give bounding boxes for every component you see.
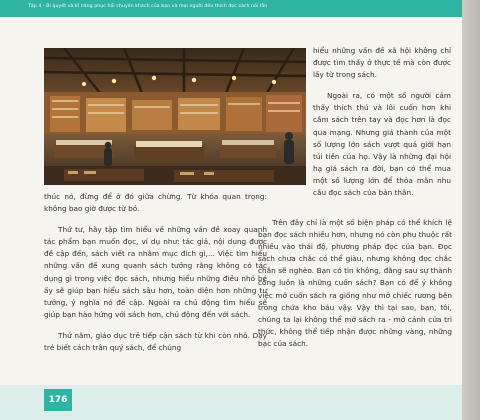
- right-paragraph-3: Trên đây chỉ là một số biện pháp có thể khích lệ bạn đọc sách nhiều hơn, nhưng nó còn phụ thuộc rất nhiều vào thái độ, phương pháp đọc của bạn. Đọc sách chưa chắc có thể giàu, nhưng không đọc chắc chắn sẽ nghèo. Bạn có tin không, đằng sau sự thành công luôn là những cuốn sách? Bạn có để ý không việc mở cuốn sách ra giống như mở chiếc rương bên trong chứa kho báu vậy. Vậy thì tại sao, bạn, tôi, chúng ta lại không thể mở sách ra - mở cánh cửa tri thức, không thể tiếp nhận được những vàng, những bạc của sách.: [258, 218, 452, 348]
- running-header: [0, 0, 462, 17]
- bookstore-photo: [44, 48, 306, 185]
- left-paragraph-3: Thứ năm, giáo dục trẻ tiếp cận sách từ khi còn nhỏ. Dạy trẻ biết cách trân quý sách, để chúng: [44, 330, 267, 353]
- book-spine-shadow: [462, 0, 480, 420]
- right-column-bottom: [258, 217, 452, 350]
- right-column-top: [313, 45, 451, 199]
- running-title: Tập 4 - Bí quyết và kĩ năng phục hồi chuyên khách của bạn và mọi người đều thích đọc sách nói lẫn: [28, 4, 268, 9]
- left-paragraph-2: Thứ tư, hãy tập tìm hiểu về những vấn đề xoay quanh tác phẩm bạn muốn đọc, ví dụ như: tác giả, nội dung được đề cập đến, sách viết ra nhằm mục đích gì,... Việc tìm hiểu những vấn đề xung quanh sách tưởng rằng không có tác dụng gì trong việc đọc sách, nhưng hiểu những điều nhỏ bé ấy sẽ giúp bạn hiểu sách sâu hơn, toàn diện hơn những tư tưởng, ý nghĩa nó đề cập. Ngoài ra chủ động tìm hiểu sẽ giúp bạn hào hứng với sách hơn, chủ động đến với sách.: [44, 225, 267, 319]
- right-paragraph-2: Ngoài ra, có một số người cảm thấy thích thú và lôi cuốn hơn khi cầm sách trên tay và đọc hơn là đọc qua mạng. Nhưng giá thành của một số lượng lớn sách vượt quá giới hạn túi tiền của họ. Vậy là những đại hội hạ giá sách ra đời, bạn có thể mua một số lượng lớn để thỏa mãn nhu cầu đọc sách của bản thân.: [313, 91, 451, 198]
- page-number: 176: [44, 389, 72, 411]
- left-column: [44, 191, 267, 354]
- right-paragraph-1: hiểu những vấn đề xã hội không chỉ được tìm thấy ở thực tế mà còn được lấy từ trong sách.: [313, 46, 451, 80]
- left-paragraph-1: thúc nó, đừng để ở đó giữa chừng. Từ khóa quan trọng: không bao giờ được từ bỏ.: [44, 192, 267, 214]
